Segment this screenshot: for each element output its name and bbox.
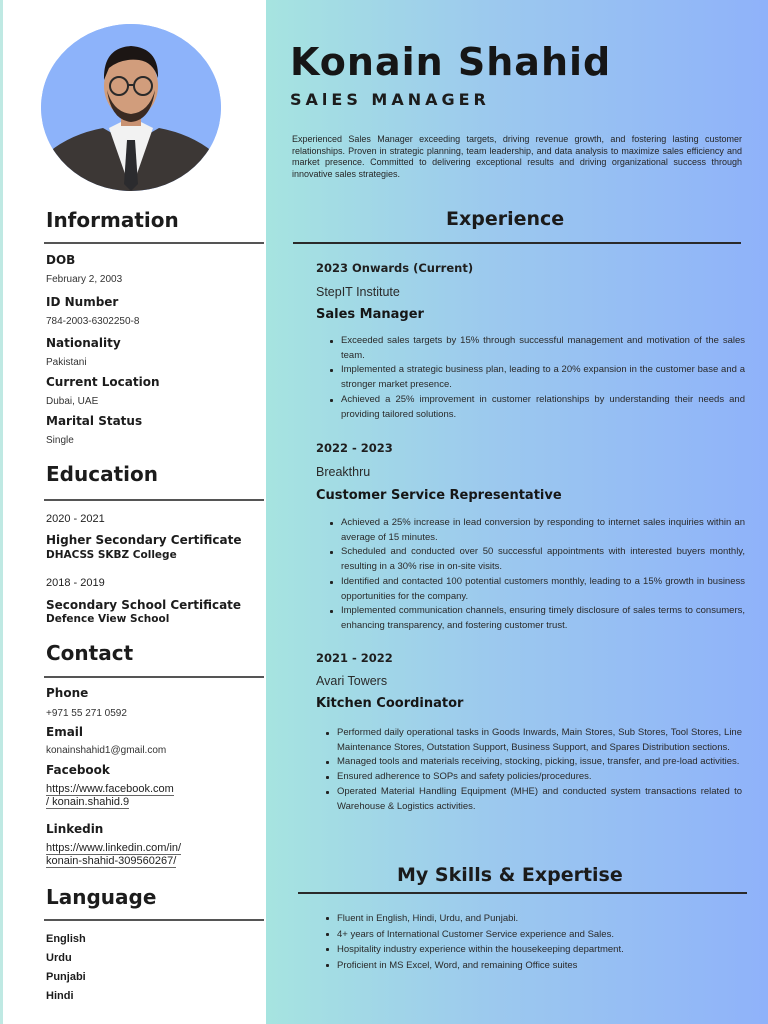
- job-duty: Achieved a 25% improvement in customer relationships by understanding their needs and providing tailored solutions.: [330, 393, 745, 422]
- education-period: 2020 - 2021: [46, 513, 105, 525]
- education-school: DHACSS SKBZ College: [46, 549, 177, 561]
- phone-value[interactable]: +971 55 271 0592: [46, 708, 127, 719]
- education-school: Defence View School: [46, 613, 170, 625]
- job-duties-list: [330, 334, 745, 422]
- skill-item: Hospitality industry experience within the housekeeping department.: [326, 942, 654, 958]
- location-value: Dubai, UAE: [46, 396, 99, 407]
- job-duty: Identified and contacted 100 potential customers monthly, leading to a 15% growth in business opportunities for the company.: [330, 575, 745, 604]
- job-duty: Implemented communication channels, ensuring timely disclosure of sales terms to consumers, enhancing transparency, and fostering customer trust.: [330, 604, 745, 633]
- facebook-link-continued[interactable]: / konain.shahid.9: [46, 796, 130, 808]
- information-heading: Information: [46, 208, 179, 232]
- id-number-label: ID Number: [46, 295, 119, 309]
- email-label: Email: [46, 725, 84, 739]
- contact-divider: [44, 676, 264, 678]
- education-degree: Higher Secondary Certificate: [46, 533, 242, 547]
- dob-label: DOB: [46, 253, 76, 267]
- information-divider: [44, 242, 264, 244]
- contact-heading: Contact: [46, 641, 134, 665]
- linkedin-label: Linkedin: [46, 822, 104, 836]
- job-duties-list: [326, 726, 742, 814]
- job-duty: Exceeded sales targets by 15% through successful management and motivation of the sales team.: [330, 334, 745, 363]
- language-heading: Language: [46, 885, 157, 909]
- experience-divider: [293, 242, 741, 244]
- job-duty: Ensured adherence to SOPs and safety policies/procedures.: [326, 770, 742, 785]
- job-company: Avari Towers: [316, 674, 388, 688]
- job-period: 2021 - 2022: [316, 651, 393, 665]
- job-duty: Implemented a strategic business plan, leading to a 20% expansion in the customer base and a stronger market presence.: [330, 363, 745, 392]
- linkedin-link[interactable]: https://www.linkedin.com/in/: [46, 842, 182, 854]
- marital-status-value: Single: [46, 435, 74, 446]
- job-title: Customer Service Representative: [316, 488, 562, 503]
- nationality-label: Nationality: [46, 336, 121, 350]
- job-duty: Performed daily operational tasks in Goods Inwards, Main Stores, Sub Stores, Tool Stores, Line Maintenance Stores, Outstation Support, Business Support, and Spares Distribution sections.: [326, 726, 742, 755]
- language-item: Punjabi: [46, 971, 86, 983]
- id-number-value: 784-2003-6302250-8: [46, 316, 140, 327]
- education-period: 2018 - 2019: [46, 577, 105, 589]
- skill-item: 4+ years of International Customer Service experience and Sales.: [326, 927, 654, 943]
- profile-summary: Experienced Sales Manager exceeding targets, driving revenue growth, and fostering lasting customer relationships. Proven in strategic planning, team leadership, and data analysis to maximize sales efficiency and market presence. Committed to delivering exceptional results and driving organizational success through innovative sales strategies.: [292, 134, 742, 179]
- language-divider: [44, 919, 264, 921]
- facebook-link[interactable]: https://www.facebook.com: [46, 783, 174, 795]
- phone-label: Phone: [46, 686, 89, 700]
- job-duty: Operated Material Handling Equipment (MHE) and conducted system transactions related to Warehouse & Logistics activities.: [326, 785, 742, 814]
- job-company: StepIT Institute: [316, 285, 400, 299]
- marital-status-label: Marital Status: [46, 414, 143, 428]
- job-title: Kitchen Coordinator: [316, 696, 464, 711]
- experience-heading: Experience: [446, 208, 565, 230]
- facebook-label: Facebook: [46, 763, 110, 777]
- nationality-value: Pakistani: [46, 357, 87, 368]
- language-item: English: [46, 933, 86, 945]
- portrait-illustration: [41, 24, 221, 191]
- skill-item: Fluent in English, Hindi, Urdu, and Punjabi.: [326, 911, 654, 927]
- skills-list: [326, 911, 654, 973]
- profile-photo: [41, 24, 221, 191]
- education-degree: Secondary School Certificate: [46, 598, 242, 612]
- location-label: Current Location: [46, 375, 160, 389]
- job-title: Sales Manager: [316, 307, 424, 322]
- linkedin-link-continued[interactable]: konain-shahid-309560267/: [46, 855, 177, 867]
- job-period: 2022 - 2023: [316, 441, 393, 455]
- education-heading: Education: [46, 462, 158, 486]
- job-duties-list: [330, 516, 745, 634]
- job-duty: Achieved a 25% increase in lead conversion by responding to internet sales inquiries within an average of 15 minutes.: [330, 516, 745, 545]
- email-value[interactable]: konainshahid1@gmail.com: [46, 745, 167, 756]
- candidate-role: SAlES MANAGER: [290, 90, 490, 109]
- skill-item: Proficient in MS Excel, Word, and remaining Office suites: [326, 958, 654, 974]
- education-divider: [44, 499, 264, 501]
- skills-heading: My Skills & Expertise: [397, 864, 623, 886]
- job-duty: Scheduled and conducted over 50 successful appointments with interested buyers monthly, resulting in a 30% rise in on-site visits.: [330, 545, 745, 574]
- job-company: Breakthru: [316, 465, 371, 479]
- candidate-name: Konain Shahid: [290, 40, 612, 84]
- job-duty: Managed tools and materials receiving, stocking, picking, issue, transfer, and pre-load activities.: [326, 755, 742, 770]
- skills-divider: [298, 892, 747, 894]
- language-item: Urdu: [46, 952, 72, 964]
- dob-value: February 2, 2003: [46, 274, 123, 285]
- job-period: 2023 Onwards (Current): [316, 261, 474, 275]
- language-item: Hindi: [46, 990, 74, 1002]
